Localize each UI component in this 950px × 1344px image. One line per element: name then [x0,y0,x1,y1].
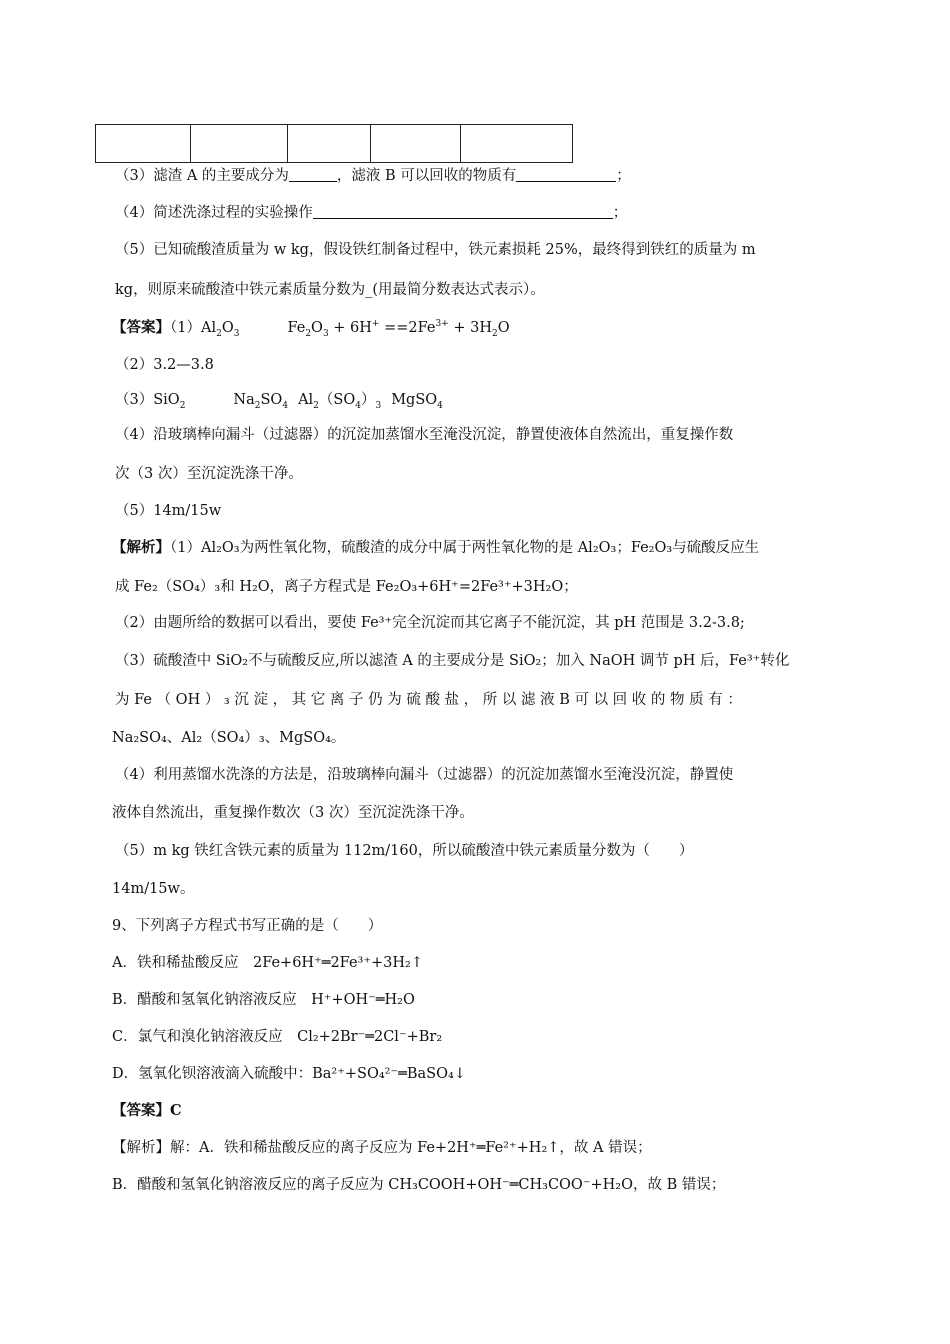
option-c: C．氯气和溴化钠溶液反应 Cl₂+2Br⁻═2Cl⁻+Br₂ [112,1029,443,1045]
analysis-line-8: 液体自然流出，重复操作数次（3 次）至沉淀洗涤干净。 [112,805,474,821]
question-part-5-line2: kg，则原来硫酸渣中铁元素质量分数为_(用最简分数表达式表示）。 [115,282,545,298]
answer-line-4b: 次（3 次）至沉淀洗涤干净。 [115,466,303,482]
blank-line [313,204,613,219]
answer-line-5: （5）14m/15w [115,503,222,519]
answer-line-2: （2）3.2—3.8 [115,357,214,373]
blank-line [516,167,616,182]
question-9-answer: 【答案】C [112,1102,182,1119]
empty-answer-table [95,124,573,163]
analysis-line-7: （4）利用蒸馏水洗涤的方法是，沿玻璃棒向漏斗（过滤器）的沉淀加蒸馏水至淹没沉淀，静置使 [115,767,734,783]
question-9-stem: 9、下列离子方程式书写正确的是（ ） [112,918,383,934]
table-cell [288,125,371,163]
option-d: D．氢氧化钡溶液滴入硫酸中：Ba²⁺+SO₄²⁻═BaSO₄↓ [112,1066,466,1082]
analysis-line-1: 【解析】（1）Al₂O₃为两性氧化物，硫酸渣的成分中属于两性氧化物的是 Al₂O₃；Fe₂O₃与硫酸反应生 [112,539,760,556]
analysis-line-4: （3）硫酸渣中 SiO₂不与硫酸反应,所以滤渣 A 的主要成分是 SiO₂；加入 NaOH 调节 pH 后，Fe³⁺转化 [115,653,790,669]
question-part-5-line1: （5）已知硫酸渣质量为 w kg，假设铁红制备过程中，铁元素损耗 25%，最终得到铁红的质量为 m [115,242,756,258]
analysis-line-10: 14m/15w。 [112,881,195,897]
table-cell [461,125,573,163]
table-cell [96,125,191,163]
analysis-line-9: （5）m kg 铁红含铁元素的质量为 112m/160，所以硫酸渣中铁元素质量分数为（ ） [115,843,694,859]
answer-line-3: （3）SiO$_2$ $Na_2SO_4$ $Al_2(SO_4)_3$ MgSO$_4$ [115,392,443,411]
answer-line-1: 【答案】$(1)Al_2O_3$ $Fe_2O_3 + 6H^+ ==2Fe^{3+} + 3H_2O$ [112,319,510,339]
answer-line-4a: （4）沿玻璃棒向漏斗（过滤器）的沉淀加蒸馏水至淹没沉淀，静置使液体自然流出，重复操作数 [115,427,734,443]
question-9-analysis-1: 【解析】解：A．铁和稀盐酸反应的离子反应为 Fe+2H⁺═Fe²⁺+H₂↑，故 A 错误； [112,1140,652,1156]
table-cell [191,125,288,163]
table-cell [371,125,461,163]
analysis-line-2: 成 Fe₂（SO₄）₃和 H₂O，离子方程式是 Fe₂O₃+6H⁺=2Fe³⁺+3H₂O； [115,579,578,595]
option-b: B．醋酸和氢氧化钠溶液反应 H⁺+OH⁻═H₂O [112,992,415,1008]
blank-line [289,167,337,182]
option-a: A．铁和稀盐酸反应 2Fe+6H⁺═2Fe³⁺+3H₂↑ [112,955,423,971]
analysis-line-3: （2）由题所给的数据可以看出，要使 Fe³⁺完全沉淀而其它离子不能沉淀，其 pH 范围是 3.2-3.8; [115,615,745,631]
analysis-line-5: 为 Fe （ OH ） ₃ 沉 淀 ， 其 它 离 子 仍 为 硫 酸 盐 ， 所 以 滤 液 B 可 以 回 收 的 物 质 有 ： [115,692,742,708]
question-9-analysis-2: B．醋酸和氢氧化钠溶液反应的离子反应为 CH₃COOH+OH⁻═CH₃COO⁻+H₂O，故 B 错误； [112,1177,726,1193]
question-part-4: （4）简述洗涤过程的实验操作 ； [115,205,628,221]
analysis-line-6: Na₂SO₄、Al₂（SO₄）₃、MgSO₄。 [112,730,346,746]
question-part-3: （3）滤渣 A 的主要成分为 ，滤液 B 可以回收的物质有 ； [115,168,631,184]
